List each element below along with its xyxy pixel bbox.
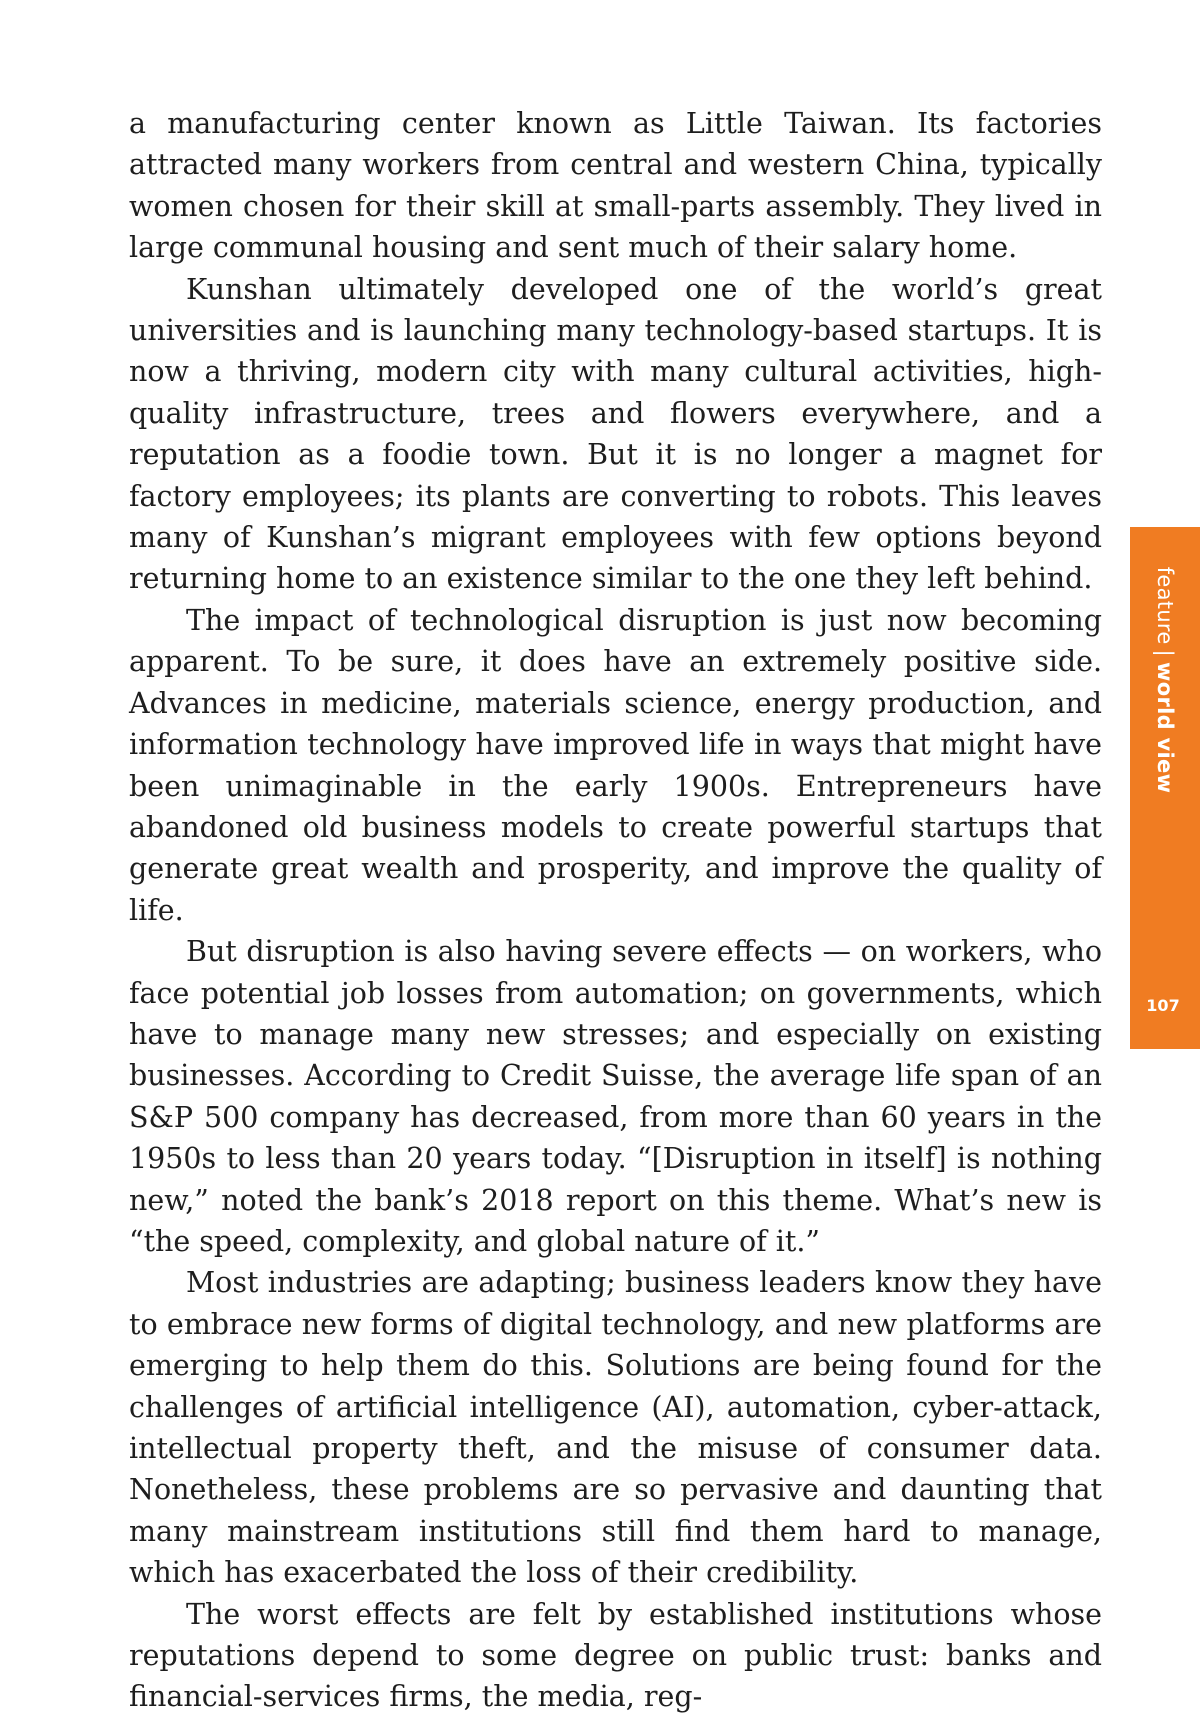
paragraph-industries-adapting: Most industries are adapting; business leaders know they have to embrace new forms of digital technology, and new platforms are emerging to help them do this. Solutions are being found for the challenges of artificial intelligence (AI), automation, cyber-attack, intellectual property theft, and the misuse of consumer data. Nonetheless, these problems are so pervasive and daunting that many mainstream institutions still find them hard to manage, which has exacerbated the loss of their credibility. [129,1266,1102,1590]
section-name: feature [1153,566,1177,645]
section-separator: | [1153,649,1177,658]
paragraph-continued: a manufacturing center known as Little Taiwan. Its factories attracted many workers from central and western China, typically women chosen for their skill at small-parts assembly. They lived in large communal housing and sent much of their salary home. [129,107,1102,265]
paragraph-impact: The impact of technological disruption is just now becoming apparent. To be sure, it does have an extremely positive side. Advances in medicine, materials science, energy production, and information technology have improved life in ways that might have been unimaginable in the early 1900s. Entrepreneurs have abandoned old business models to create powerful startups that generate great wealth and prosperity, and improve the quality of life. [129,603,1102,927]
paragraph-disruption-effects: But disruption is also having severe effects — on workers, who face potential job losses from automation; on governments, which have to manage many new stresses; and especially on existing businesses. According to Credit Suisse, the average life span of an S&P 500 company has decreased, from more than 60 years in the 1950s to less than 20 years today. “[Disruption in itself] is nothing new,” noted the bank’s 2018 report on this theme. What’s new is “the speed, complexity, and global nature of it.” [129,935,1102,1258]
section-topic: world view [1153,662,1177,794]
article-body [129,103,1102,1718]
paragraph-worst-effects: The worst effects are felt by established institutions whose reputations depend to some degree on public trust: banks and financial-services firms, the media, reg- [129,1597,1102,1714]
paragraph-kunshan: Kunshan ultimately developed one of the world’s great universities and is launching many technology-based startups. It is now a thriving, modern city with many cultural activities, high-quality infrastructure, trees and flowers everywhere, and a reputation as a foodie town. But it is no longer a magnet for factory employees; its plants are converting to robots. This leaves many of Kunshan’s migrant employees with few options beyond returning home to an existence similar to the one they left behind. [129,272,1102,596]
section-tab-label [1153,567,1177,794]
page-number: 107 [1146,996,1180,1015]
